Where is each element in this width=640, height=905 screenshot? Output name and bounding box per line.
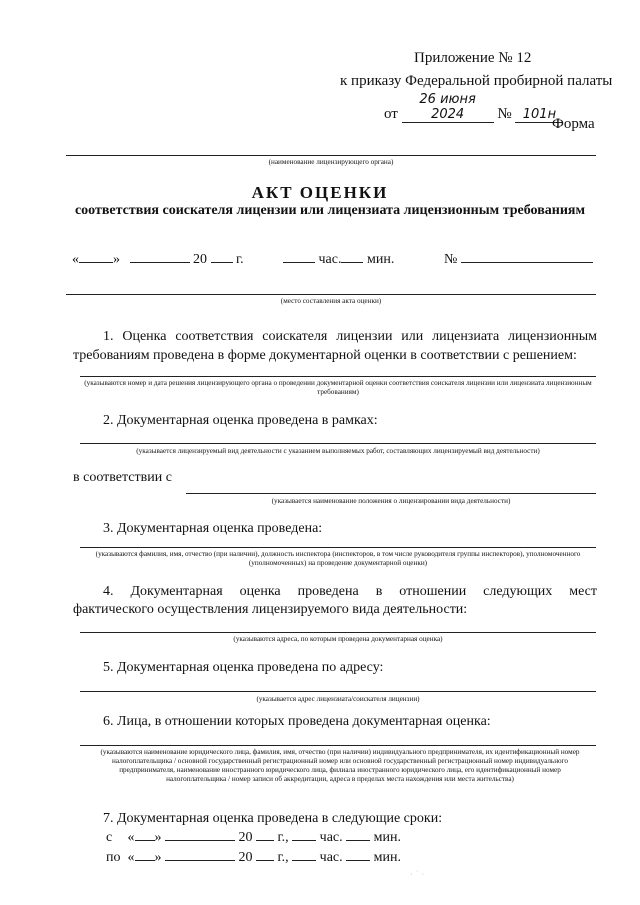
year-suffix: г. xyxy=(236,252,244,267)
minutes-label: мин. xyxy=(366,252,395,267)
from-year-blank xyxy=(256,828,274,841)
year-prefix: 20 xyxy=(193,252,207,267)
place-line xyxy=(66,294,596,295)
regulation-caption: (указывается наименование положения о лицензировании вида деятельности) xyxy=(271,497,511,505)
form-label: Форма xyxy=(552,116,595,132)
from-open-quote: « xyxy=(127,830,135,845)
entities-line xyxy=(80,745,596,746)
activity-line xyxy=(80,443,596,444)
section-1-text: 1. Оценка соответствия соискателя лицензии или лицензиата лицензионным требованиям проведена в форме документарной оценки в соответствии с решением: xyxy=(73,329,597,363)
date-prefix: от xyxy=(384,106,398,122)
hours-label: час. xyxy=(318,252,342,267)
from-minutes-blank xyxy=(346,828,370,841)
order-number: 101н xyxy=(515,107,563,123)
open-quote: « xyxy=(72,252,79,267)
act-title: АКТ ОЦЕНКИ xyxy=(251,183,389,202)
to-hours-blank xyxy=(292,848,316,861)
licensee-address-caption: (указывается адрес лицензиата/соискателя лицензии) xyxy=(256,695,420,703)
section-6-text: 6. Лица, в отношении которых проведена документарная оценка: xyxy=(103,714,491,729)
act-subtitle: соответствия соискателя лицензии или лицензиата лицензионным требованиям xyxy=(74,203,586,218)
decision-caption: (указываются номер и дата решения лицензирующего органа о проведении документарной оценки соответствия соискателя лицензии или лицензиата лицензионным требованиям) xyxy=(84,379,592,396)
period-from-label: с xyxy=(106,830,113,845)
licensee-address-line xyxy=(80,691,596,692)
to-open-quote: « xyxy=(127,850,135,865)
from-close-quote: » xyxy=(154,830,162,845)
to-minutes-blank xyxy=(346,848,370,861)
act-number-row xyxy=(444,250,593,268)
addresses-caption: (указываются адреса, по которым проведена документарная оценка) xyxy=(233,635,443,643)
place-caption: (место составления акта оценки) xyxy=(280,297,382,305)
from-year-prefix: 20 xyxy=(238,830,253,845)
to-year-suffix: г., xyxy=(277,850,289,865)
section-7-text: 7. Документарная оценка проведена в следующие сроки: xyxy=(103,811,443,826)
to-minutes-label: мин. xyxy=(373,850,401,865)
close-quote: » xyxy=(113,252,120,267)
order-line: к приказу Федеральной пробирной палаты xyxy=(340,73,613,89)
period-to-label: по xyxy=(106,850,121,865)
from-day-blank xyxy=(135,828,155,841)
section-2-text: 2. Документарная оценка проведена в рамках: xyxy=(103,413,378,428)
scan-speckle: · ˙ · xyxy=(410,870,425,879)
month-blank xyxy=(130,250,190,263)
to-day-blank xyxy=(135,848,155,861)
from-month-blank xyxy=(165,828,235,841)
activity-caption: (указывается лицензируемый вид деятельности с указанием выполняемых работ, составляющих лицензируемый вид деятельности) xyxy=(136,447,540,455)
section-4-line-2: фактического осуществления лицензируемого вида деятельности: xyxy=(73,602,468,617)
from-hours-label: час. xyxy=(319,830,343,845)
from-minutes-label: мин. xyxy=(373,830,401,845)
from-year-suffix: г., xyxy=(277,830,289,845)
period-from-row xyxy=(106,828,401,846)
appendix-label: Приложение № 12 xyxy=(414,50,532,66)
organ-line xyxy=(66,155,596,156)
section-2-continuation: в соответствии с xyxy=(73,470,172,485)
organ-caption: (наименование лицензирующего органа) xyxy=(268,158,394,166)
year-blank xyxy=(211,250,233,263)
decision-line xyxy=(80,376,596,377)
act-date-row xyxy=(72,250,244,268)
period-to-row xyxy=(106,848,401,866)
section-5-text: 5. Документарная оценка проведена по адресу: xyxy=(103,660,384,675)
hours-blank xyxy=(283,250,315,263)
addresses-line xyxy=(80,632,596,633)
to-year-prefix: 20 xyxy=(238,850,253,865)
day-blank xyxy=(79,250,113,263)
inspectors-caption: (указываются фамилия, имя, отчество (при наличии), должность инспектора (инспекторов, в том числе руководителя группы инспекторов), уполномоченного (уполномоченных) на проведение документарной оценки) xyxy=(95,550,581,567)
act-number-blank xyxy=(461,250,593,263)
minutes-blank xyxy=(341,250,363,263)
to-hours-label: час. xyxy=(319,850,343,865)
order-date-row xyxy=(384,92,563,123)
to-month-blank xyxy=(165,848,235,861)
to-close-quote: » xyxy=(154,850,162,865)
act-time-row xyxy=(283,250,394,268)
entities-caption: (указываются наименование юридического лица, фамилия, имя, отчество (при наличии) индивидуального предпринимателя, их идентификационный номер налогоплательщика / основной государственный регистрационный номер или основной государственный регистрационный номер индивидуального предпринимателя, наименование иностранного юридического лица, филиала иностранного юридического лица, его идентификационный номер налогоплательщика / номер записи об аккредитации, адреса в пределах места нахождения или места жительства) xyxy=(100,748,580,783)
number-sign: № xyxy=(497,106,512,122)
regulation-line xyxy=(186,493,596,494)
to-year-blank xyxy=(256,848,274,861)
inspectors-line xyxy=(80,547,596,548)
section-3-text: 3. Документарная оценка проведена: xyxy=(103,521,323,536)
from-hours-blank xyxy=(292,828,316,841)
order-date: 26 июня 2024 xyxy=(402,92,494,123)
section-4-line-1: 4. Документарная оценка проведена в отношении следующих мест xyxy=(103,584,597,599)
act-number-sign: № xyxy=(444,252,458,267)
